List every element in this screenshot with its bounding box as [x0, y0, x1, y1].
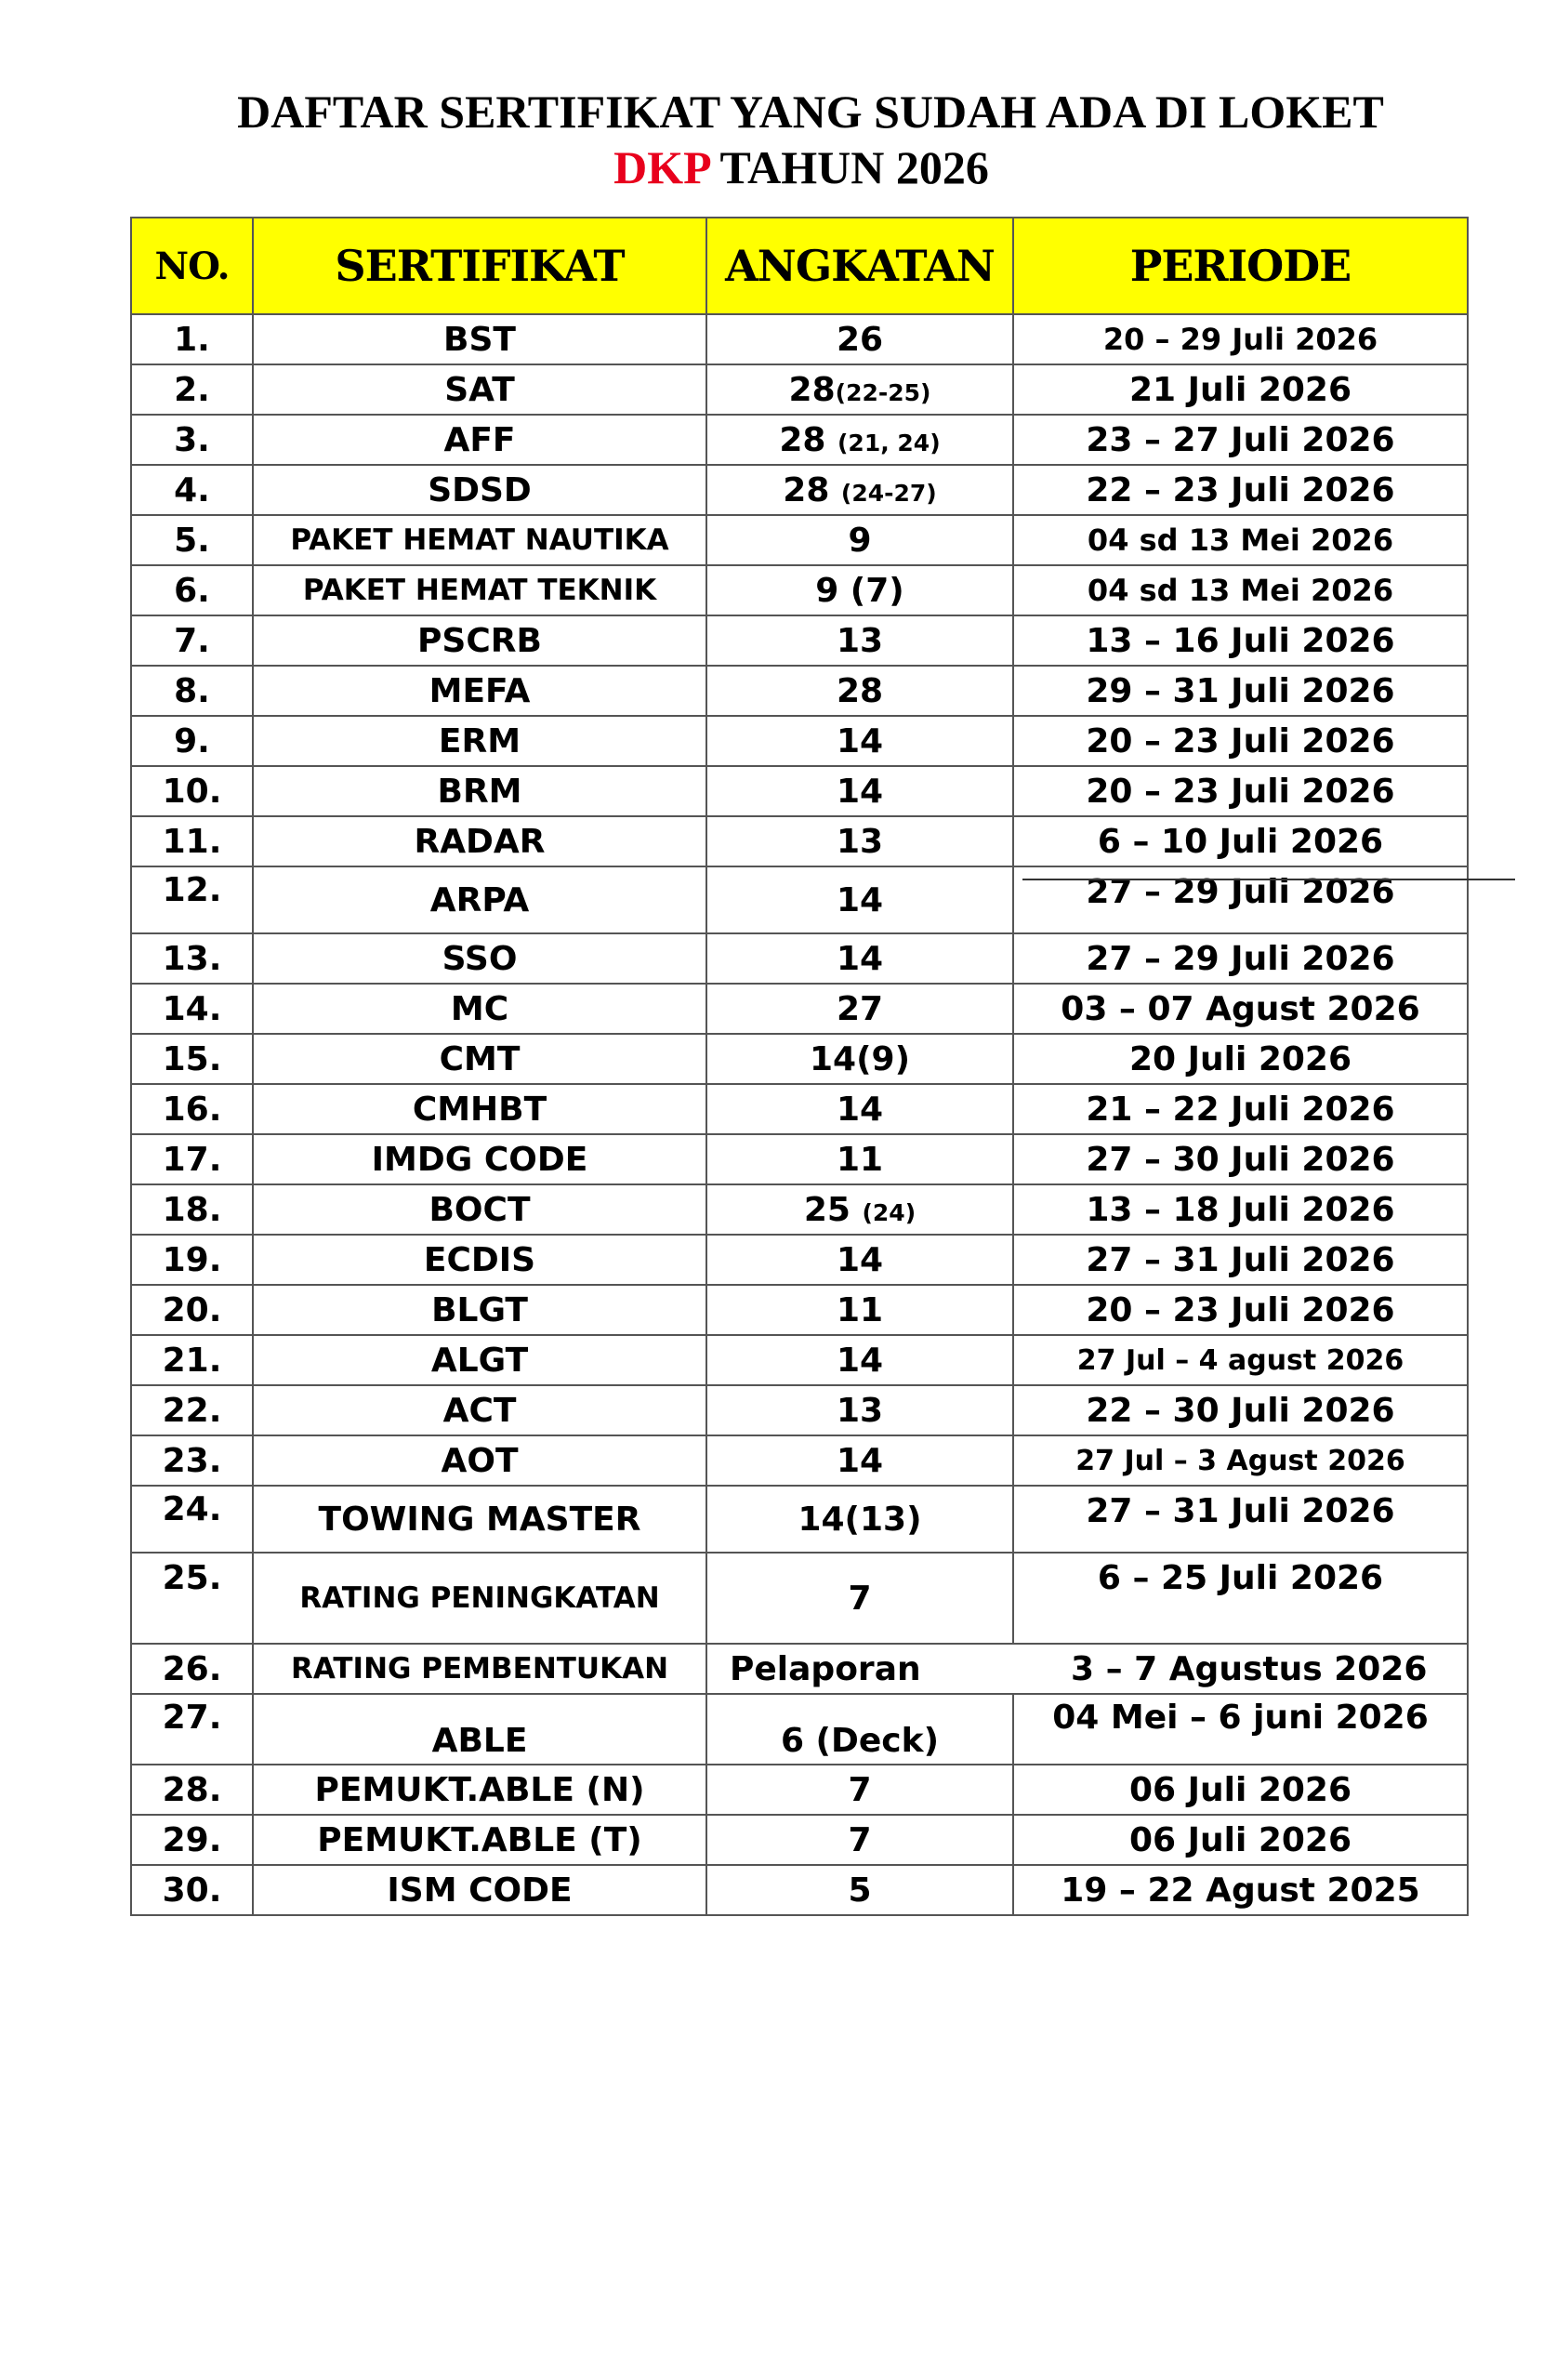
dkp-highlight: DKP: [613, 141, 709, 193]
row-number: 25.: [131, 1553, 253, 1644]
row-sertifikat: ISM CODE: [253, 1865, 706, 1915]
angkatan-value: 14: [836, 721, 884, 760]
row-periode: 21 Juli 2026: [1013, 364, 1468, 415]
angkatan-value: 26: [836, 320, 884, 359]
row-number: 19.: [131, 1235, 253, 1285]
table-row: [131, 1694, 1468, 1765]
row-number: 20.: [131, 1285, 253, 1335]
row-number: 17.: [131, 1134, 253, 1184]
header-periode: PERIODE: [1013, 218, 1468, 314]
row-number: 21.: [131, 1335, 253, 1385]
row-periode: 20 – 23 Juli 2026: [1013, 716, 1468, 766]
header-sertifikat: SERTIFIKAT: [253, 218, 706, 314]
row-periode: 6 – 10 Juli 2026: [1013, 816, 1468, 866]
table-row: [131, 1815, 1468, 1865]
angkatan-value: 28: [779, 420, 837, 459]
row-angkatan: [706, 1285, 1013, 1335]
angkatan-value: 7: [848, 1820, 872, 1859]
row-angkatan: [706, 1034, 1013, 1084]
row-number: 7.: [131, 615, 253, 666]
row-sertifikat: RATING PENINGKATAN: [253, 1553, 706, 1644]
row-periode: 13 – 18 Juli 2026: [1013, 1184, 1468, 1235]
angkatan-value: 11: [836, 1140, 884, 1179]
row-periode: 20 – 29 Juli 2026: [1013, 314, 1468, 364]
row-number: 16.: [131, 1084, 253, 1134]
row-number: 29.: [131, 1815, 253, 1865]
row-sertifikat: PEMUKT.ABLE (N): [253, 1765, 706, 1815]
row-sertifikat: AOT: [253, 1435, 706, 1486]
row-sertifikat: RATING PEMBENTUKAN: [253, 1644, 706, 1694]
row-angkatan: [706, 1865, 1013, 1915]
row-sertifikat: IMDG CODE: [253, 1134, 706, 1184]
angkatan-value: 6 (Deck): [780, 1722, 940, 1760]
subtitle-year: TAHUN 2026: [708, 141, 989, 193]
row-periode: 20 – 23 Juli 2026: [1013, 1285, 1468, 1335]
row-angkatan: [706, 415, 1013, 465]
row-periode: 19 – 22 Agust 2025: [1013, 1865, 1468, 1915]
table-row: [131, 1644, 1468, 1694]
row-sertifikat: BST: [253, 314, 706, 364]
row-periode: 06 Juli 2026: [1013, 1765, 1468, 1815]
document-subtitle: [0, 139, 1556, 195]
row-number: 4.: [131, 465, 253, 515]
row-periode: 20 Juli 2026: [1013, 1034, 1468, 1084]
angkatan-value: 7: [848, 1770, 872, 1809]
table-row: [131, 615, 1468, 666]
angkatan-value: 7: [848, 1579, 872, 1618]
row-sertifikat: PEMUKT.ABLE (T): [253, 1815, 706, 1865]
angkatan-value: 28: [783, 470, 841, 509]
row-sertifikat: PSCRB: [253, 615, 706, 666]
table-row: [131, 565, 1468, 615]
row-periode: 27 – 29 Juli 2026: [1013, 866, 1468, 933]
row-periode: 27 – 29 Juli 2026: [1013, 933, 1468, 984]
row-periode: 27 Jul – 3 Agust 2026: [1013, 1435, 1468, 1486]
row-periode: 29 – 31 Juli 2026: [1013, 666, 1468, 716]
row-periode: 23 – 27 Juli 2026: [1013, 415, 1468, 465]
row-angkatan: [706, 1235, 1013, 1285]
document-title: DAFTAR SERTIFIKAT YANG SUDAH ADA DI LOKET: [237, 86, 1384, 138]
row-angkatan: [706, 1435, 1013, 1486]
table-body: [131, 314, 1468, 1915]
row-number: 10.: [131, 766, 253, 816]
row-sertifikat: PAKET HEMAT TEKNIK: [253, 565, 706, 615]
row-sertifikat: RADAR: [253, 816, 706, 866]
row-angkatan: [706, 1385, 1013, 1435]
row-periode: 13 – 16 Juli 2026: [1013, 615, 1468, 666]
row-number: 24.: [131, 1486, 253, 1553]
table-row: [131, 1034, 1468, 1084]
row-angkatan: [706, 816, 1013, 866]
table-row: [131, 1235, 1468, 1285]
row-number: 26.: [131, 1644, 253, 1694]
table-row: [131, 1084, 1468, 1134]
row-angkatan: [706, 515, 1013, 565]
table-row: [131, 666, 1468, 716]
angkatan-value: 13: [836, 1391, 884, 1430]
row-sertifikat: AFF: [253, 415, 706, 465]
row-sertifikat: CMHBT: [253, 1084, 706, 1134]
row-number: 2.: [131, 364, 253, 415]
table-row: [131, 1184, 1468, 1235]
row-number: 15.: [131, 1034, 253, 1084]
table-row: [131, 415, 1468, 465]
row-sertifikat: SAT: [253, 364, 706, 415]
row-sertifikat: BOCT: [253, 1184, 706, 1235]
angkatan-value: 11: [836, 1290, 884, 1329]
row-angkatan: [706, 1553, 1013, 1644]
table-row: [131, 1765, 1468, 1815]
row-periode: 06 Juli 2026: [1013, 1815, 1468, 1865]
angkatan-value: 13: [836, 621, 884, 660]
row-angkatan: [706, 1644, 1013, 1694]
angkatan-value: 14: [836, 772, 884, 811]
row-sertifikat: SSO: [253, 933, 706, 984]
table-row: [131, 1553, 1468, 1644]
row-periode: 27 Jul – 4 agust 2026: [1013, 1335, 1468, 1385]
angkatan-previous: (21, 24): [837, 429, 941, 456]
row-number: 13.: [131, 933, 253, 984]
row-number: 14.: [131, 984, 253, 1034]
row-periode: 04 sd 13 Mei 2026: [1013, 515, 1468, 565]
row-sertifikat: MC: [253, 984, 706, 1034]
row-periode: 20 – 23 Juli 2026: [1013, 766, 1468, 816]
angkatan-previous: (24-27): [840, 479, 937, 507]
certificate-table: [130, 217, 1469, 1916]
row-sertifikat: TOWING MASTER: [253, 1486, 706, 1553]
header-no: NO.: [131, 218, 253, 314]
row-sertifikat: ECDIS: [253, 1235, 706, 1285]
row-angkatan: [706, 565, 1013, 615]
table-row: [131, 1385, 1468, 1435]
row-angkatan: [706, 1084, 1013, 1134]
angkatan-value: Pelaporan: [730, 1649, 921, 1688]
angkatan-previous: (22-25): [835, 378, 931, 406]
row-periode: 27 – 30 Juli 2026: [1013, 1134, 1468, 1184]
row-periode: 3 – 7 Agustus 2026: [1013, 1644, 1468, 1694]
row-angkatan: [706, 666, 1013, 716]
table-header-row: [131, 218, 1468, 314]
row-periode: 22 – 23 Juli 2026: [1013, 465, 1468, 515]
row-periode: 22 – 30 Juli 2026: [1013, 1385, 1468, 1435]
table-row: [131, 515, 1468, 565]
row-number: 27.: [131, 1694, 253, 1765]
table-row: [131, 1134, 1468, 1184]
angkatan-value: 14(13): [798, 1500, 922, 1539]
row-number: 28.: [131, 1765, 253, 1815]
table-row: [131, 1335, 1468, 1385]
row-number: 1.: [131, 314, 253, 364]
row-periode: 03 – 07 Agust 2026: [1013, 984, 1468, 1034]
row-number: 8.: [131, 666, 253, 716]
row-periode: 21 – 22 Juli 2026: [1013, 1084, 1468, 1134]
row-periode: 6 – 25 Juli 2026: [1013, 1553, 1468, 1644]
angkatan-value: 14: [836, 939, 884, 978]
table-row: [131, 866, 1468, 933]
row-sertifikat: BRM: [253, 766, 706, 816]
row-sertifikat: ACT: [253, 1385, 706, 1435]
row-number: 23.: [131, 1435, 253, 1486]
row-sertifikat: ABLE: [253, 1694, 706, 1765]
header-angkatan: ANGKATAN: [706, 218, 1013, 314]
angkatan-value: 28: [788, 370, 836, 409]
row-number: 22.: [131, 1385, 253, 1435]
row-number: 18.: [131, 1184, 253, 1235]
angkatan-value: 28: [836, 671, 884, 710]
row-number: 3.: [131, 415, 253, 465]
row-angkatan: [706, 1134, 1013, 1184]
table-row: [131, 465, 1468, 515]
table-row: [131, 816, 1468, 866]
row-sertifikat: MEFA: [253, 666, 706, 716]
row-sertifikat: ERM: [253, 716, 706, 766]
row-angkatan: [706, 1765, 1013, 1815]
row-angkatan: [706, 1694, 1013, 1765]
table-row: [131, 364, 1468, 415]
angkatan-value: 14: [836, 1441, 884, 1480]
stray-line: [1022, 879, 1515, 880]
row-angkatan: [706, 615, 1013, 666]
row-sertifikat: ALGT: [253, 1335, 706, 1385]
angkatan-value: 14: [836, 1240, 884, 1279]
row-sertifikat: CMT: [253, 1034, 706, 1084]
row-number: 5.: [131, 515, 253, 565]
row-angkatan: [706, 465, 1013, 515]
row-angkatan: [706, 716, 1013, 766]
table-row: [131, 1486, 1468, 1553]
table-row: [131, 1865, 1468, 1915]
row-sertifikat: ARPA: [253, 866, 706, 933]
angkatan-previous: (24): [862, 1198, 916, 1226]
row-angkatan: [706, 1335, 1013, 1385]
angkatan-value: 27: [836, 989, 884, 1028]
table-row: [131, 766, 1468, 816]
row-periode: 04 sd 13 Mei 2026: [1013, 565, 1468, 615]
row-sertifikat: BLGT: [253, 1285, 706, 1335]
row-periode: 27 – 31 Juli 2026: [1013, 1486, 1468, 1553]
row-number: 9.: [131, 716, 253, 766]
table-row: [131, 984, 1468, 1034]
row-periode: 04 Mei – 6 juni 2026: [1013, 1694, 1468, 1765]
angkatan-value: 5: [848, 1871, 872, 1910]
table-row: [131, 1285, 1468, 1335]
row-angkatan: [706, 933, 1013, 984]
row-number: 6.: [131, 565, 253, 615]
row-angkatan: [706, 766, 1013, 816]
row-angkatan: [706, 1486, 1013, 1553]
row-sertifikat: PAKET HEMAT NAUTIKA: [253, 515, 706, 565]
table-row: [131, 1435, 1468, 1486]
angkatan-value: 14: [836, 880, 884, 919]
angkatan-value: 14: [836, 1341, 884, 1380]
row-number: 30.: [131, 1865, 253, 1915]
row-periode: 27 – 31 Juli 2026: [1013, 1235, 1468, 1285]
angkatan-value: 9 (7): [815, 571, 904, 610]
row-angkatan: [706, 1184, 1013, 1235]
row-angkatan: [706, 314, 1013, 364]
angkatan-value: 13: [836, 822, 884, 861]
row-angkatan: [706, 364, 1013, 415]
table-row: [131, 314, 1468, 364]
table-row: [131, 933, 1468, 984]
row-sertifikat: SDSD: [253, 465, 706, 515]
row-number: 12.: [131, 866, 253, 933]
angkatan-value: 14: [836, 1090, 884, 1129]
angkatan-value: 25: [803, 1190, 863, 1229]
row-number: 11.: [131, 816, 253, 866]
table-row: [131, 716, 1468, 766]
angkatan-value: 14(9): [809, 1039, 911, 1078]
angkatan-value: 9: [848, 521, 872, 560]
row-angkatan: [706, 866, 1013, 933]
row-angkatan: [706, 1815, 1013, 1865]
row-angkatan: [706, 984, 1013, 1034]
